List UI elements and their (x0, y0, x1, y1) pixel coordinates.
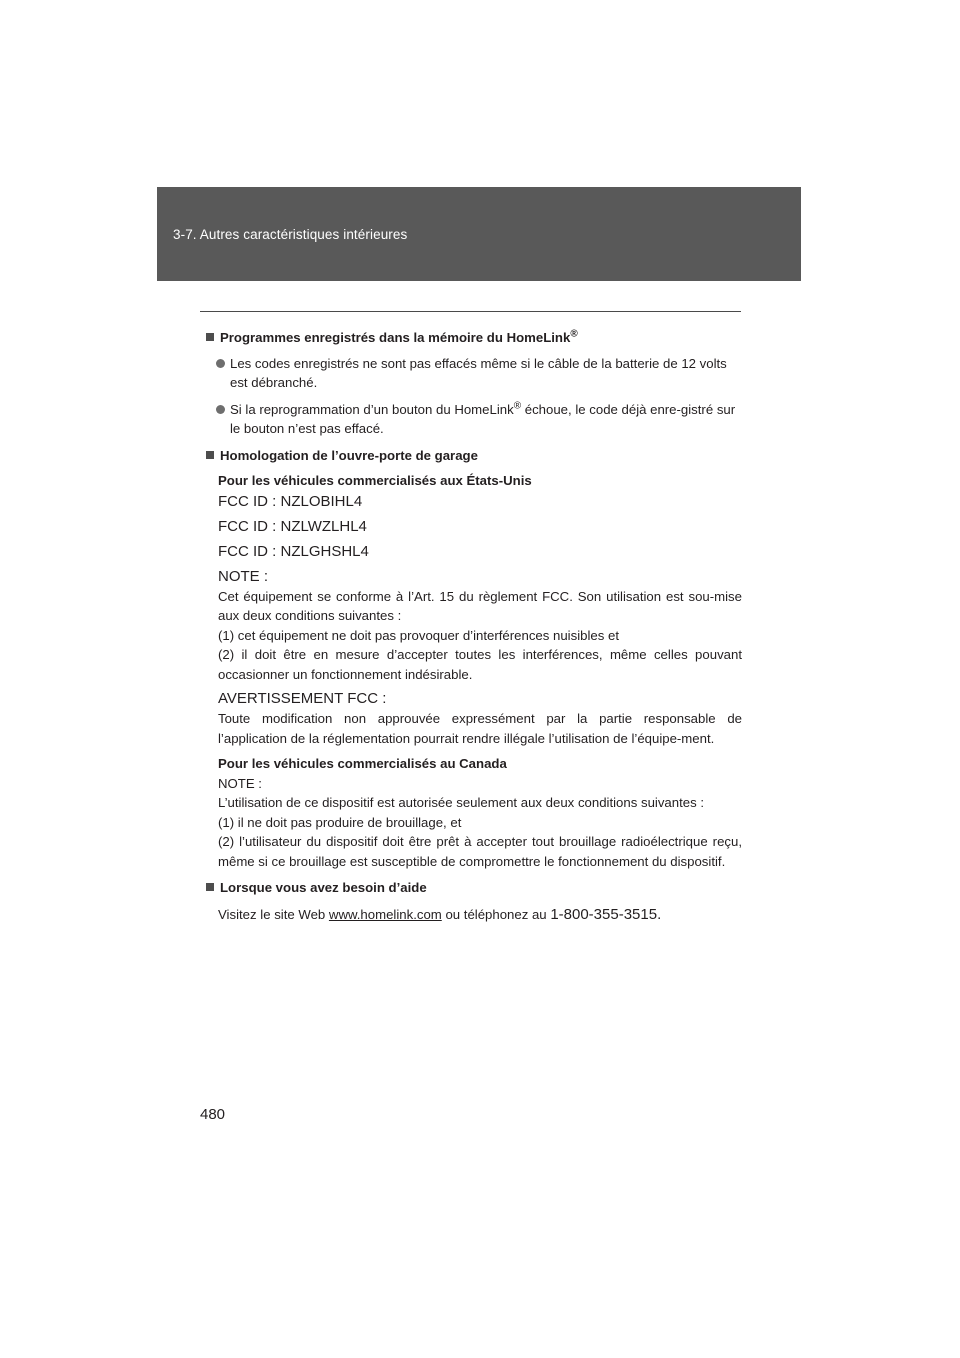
homologation-body (206, 471, 742, 871)
warning-label: AVERTISSEMENT FCC : (218, 690, 387, 707)
canada-title: Pour les véhicules commercialisés au Canada (218, 756, 507, 771)
note-text: Cet équipement se conforme à l’Art. 15 du règlement FCC. Son utilisation est sou-mise aux deux conditions suivantes : (218, 588, 742, 623)
bullet-item (206, 400, 742, 439)
registered-mark: ® (570, 328, 578, 340)
section-heading-memory (206, 328, 742, 348)
heading-text: Programmes enregistrés dans la mémoire du HomeLink (220, 330, 571, 345)
section-heading-homologation (206, 446, 742, 466)
bullet-text: Les codes enregistrés ne sont pas effacés même si le câble de la batterie de 12 volts est débranché. (230, 355, 727, 390)
note-label: NOTE : (218, 567, 269, 585)
section-heading-help (206, 878, 742, 898)
section-title: 3-7. Autres caractéristiques intérieures (173, 227, 408, 242)
fcc-id-1: FCC ID : NZLOBIHL4 (218, 492, 363, 510)
bullet-text: Si la reprogrammation d’un bouton du HomeLink (230, 401, 514, 417)
divider (200, 311, 741, 312)
help-text: Visitez le site Web (218, 906, 329, 922)
bullet-item (206, 354, 742, 393)
canada-note-text: L’utilisation de ce dispositif est autorisée seulement aux deux conditions suivantes : (218, 795, 705, 810)
warning-text: Toute modification non approuvée expressément par la partie responsable de l’application de la réglementation pourrait rendre illégale l’utilisation de l’équipe-ment. (218, 711, 742, 746)
registered-mark: ® (513, 400, 522, 412)
condition-1: (1) cet équipement ne doit pas provoquer d’interférences nuisibles et (218, 627, 619, 643)
square-bullet-icon (206, 883, 214, 891)
square-bullet-icon (206, 333, 214, 341)
heading-text: Homologation de l’ouvre-porte de garage (220, 447, 478, 463)
help-text: ou téléphonez au (441, 906, 551, 922)
phone-number: 1-800-355-3515. (550, 905, 662, 923)
page-content (206, 328, 742, 925)
canada-note-label: NOTE : (218, 775, 262, 791)
heading-text: Lorsque vous avez besoin d’aide (220, 880, 427, 895)
page-number: 480 (200, 1106, 226, 1123)
header-band (157, 187, 801, 281)
canada-condition-1: (1) il ne doit pas produire de brouillage, et (218, 814, 462, 830)
bullet-text: échoue, le code déjà enre-gistré sur le bouton n’est pas effacé. (230, 401, 736, 436)
condition-2: (2) il doit être en mesure d’accepter toutes les interférences, même celles pouvant occasionner un fonctionnement indésirable. (218, 647, 742, 682)
fcc-id-3: FCC ID : NZLGHSHL4 (218, 542, 369, 560)
fcc-id-2: FCC ID : NZLWZLHL4 (218, 517, 367, 535)
canada-condition-2: (2) l’utilisateur du dispositif doit être prêt à accepter tout brouillage radioélectrique reçu, même si ce brouillage est susceptible de compromettre le fonctionnement du dispositif. (218, 834, 742, 869)
homelink-website-link[interactable]: www.homelink.com (328, 906, 442, 922)
round-bullet-icon (216, 359, 225, 368)
us-title: Pour les véhicules commercialisés aux États-Unis (218, 473, 532, 488)
help-body (206, 904, 742, 925)
square-bullet-icon (206, 451, 214, 459)
round-bullet-icon (216, 405, 225, 414)
